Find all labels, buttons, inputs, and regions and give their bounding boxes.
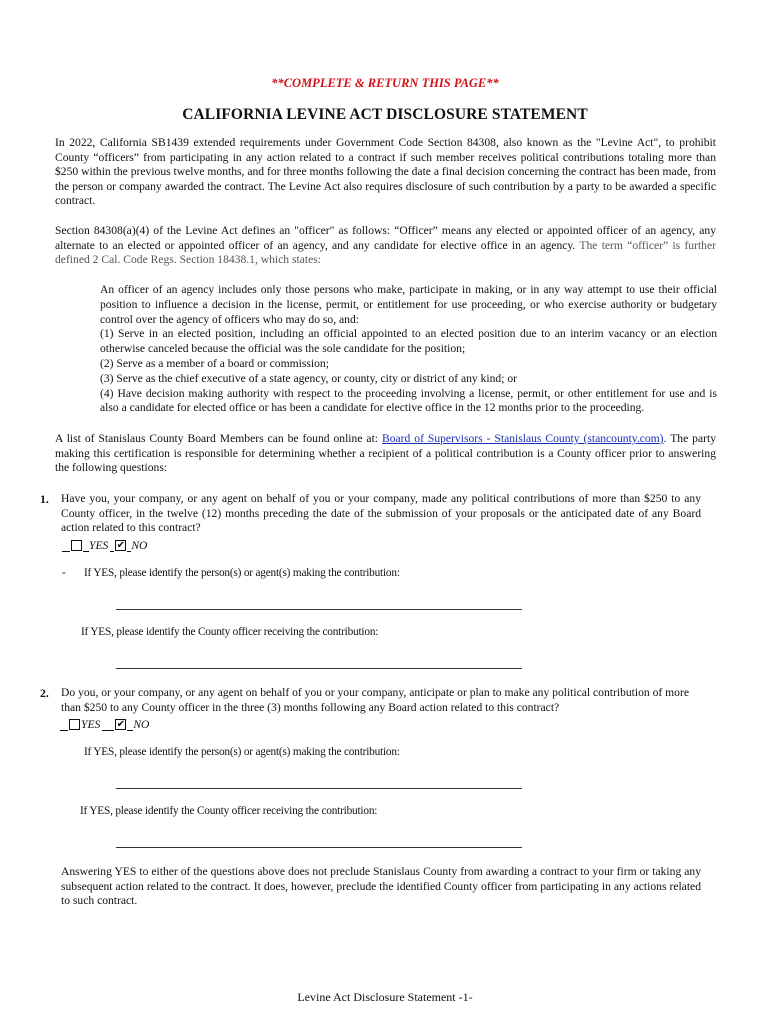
question-1-answers bbox=[62, 536, 147, 552]
question-2-no-checkbox[interactable]: ✔ bbox=[116, 719, 126, 730]
question-2-officer-prompt: If YES, please identify the County officer receiving the contribution: bbox=[80, 805, 378, 817]
officer-definition-further: The term “officer” is further defined 2 Cal. Code Regs. Section 18438.1, which states: bbox=[55, 238, 716, 267]
question-2-text: Do you, or your company, or any agent on behalf of you or your company, anticipate or plan to make any political contribution of more than $250 to any County officer in the three (3) months following any Board action related to this contract? bbox=[61, 686, 689, 714]
officer-definition-paragraph bbox=[55, 224, 716, 268]
question-1-person-line[interactable] bbox=[116, 609, 522, 610]
question-2-answers bbox=[60, 715, 149, 731]
question-2-number: 2. bbox=[40, 686, 49, 700]
question-1-no-checkbox[interactable]: ✔ bbox=[116, 540, 126, 551]
complete-return-banner: **COMPLETE & RETURN THIS PAGE** bbox=[271, 76, 499, 90]
intro-paragraph: In 2022, California SB1439 extended requirements under Government Code Section 84308, also known as the "Levine Act", to prohibit County “officers” from participating in any action related to a contract if such member receives political contributions totaling more than $250 within the previous twelve months, and for three months following the date a final decision concerning the contract has been made, from the person or company awarded the contract. The Levine Act also requires disclosure of such contribution by a party to be awarded a specific contract. bbox=[55, 136, 716, 208]
quote-item: (4) Have decision making authority with respect to the proceeding involving a license, permit, or other entitlement for use and is also a candidate for elected office or has been a candidate for elective office in the 12 months prior to the proceeding. bbox=[100, 386, 717, 415]
quote-item: (3) Serve as the chief executive of a state agency, or county, city or district of any kind; or bbox=[100, 371, 518, 385]
question-2-no-label: NO bbox=[133, 718, 150, 731]
question-2-yes-checkbox[interactable] bbox=[69, 719, 80, 730]
quote-item: (1) Serve in an elected position, including an official appointed to an elected position due to an interim vacancy or an election otherwise canceled because the official was the sole candidate for the position; bbox=[100, 327, 717, 356]
question-2-person-prompt: If YES, please identify the person(s) or agent(s) making the contribution: bbox=[84, 746, 400, 758]
board-of-supervisors-link[interactable]: Board of Supervisors - Stanislaus County (stancounty.com) bbox=[381, 432, 664, 445]
quote-lead: An officer of an agency includes only those persons who make, participate in making, or in any way attempt to use their official position to influence a decision in the license, permit, or entitlement for use proceeding, or who exercise authority or budgetary control over the agency of officers who may do so, and: bbox=[100, 283, 717, 326]
document-title: CALIFORNIA LEVINE ACT DISCLOSURE STATEMENT bbox=[182, 106, 588, 123]
question-2-person-line[interactable] bbox=[116, 788, 522, 789]
question-1-yes-checkbox[interactable] bbox=[71, 540, 82, 551]
question-1-officer-line[interactable] bbox=[116, 668, 522, 669]
question-2-officer-line[interactable] bbox=[116, 847, 522, 848]
question-1-no-label: NO bbox=[131, 539, 148, 552]
officer-definition-quote bbox=[100, 283, 717, 416]
quote-item: (2) Serve as a member of a board or commission; bbox=[100, 356, 329, 370]
question-1-yes-label: YES bbox=[89, 539, 109, 552]
question-1-number: 1. bbox=[40, 492, 49, 506]
officer-definition-text: Section 84308(a)(4) of the Levine Act defines an "officer" as follows: “Officer” means any elected or appointed officer of an agency, any alternate to an elected or appointed officer of an agency, and any candidate for elective office in an agency. bbox=[55, 224, 716, 252]
page-footer: Levine Act Disclosure Statement -1- bbox=[297, 990, 473, 1004]
question-1-person-prompt: If YES, please identify the person(s) or agent(s) making the contribution: bbox=[84, 567, 400, 579]
closing-paragraph: Answering YES to either of the questions above does not preclude Stanislaus County from awarding a contract to your firm or taking any subsequent action related to the contract. It does, however, preclude the identified County officer from participating in any actions related to such contract. bbox=[61, 865, 701, 908]
question-2-yes-label: YES bbox=[81, 718, 101, 731]
board-list-after: . The party making this certification is responsible for determining whether a recipient of a political contribution is a County officer prior to answering the following questions: bbox=[55, 432, 716, 475]
board-list-paragraph bbox=[55, 432, 716, 476]
board-list-text: A list of Stanislaus County Board Members can be found online at: bbox=[55, 432, 382, 445]
question-1-dash: - bbox=[62, 567, 66, 579]
question-1-text: Have you, your company, or any agent on behalf of you or your company, made any political contributions of more than $250 to any County officer, in the twelve (12) months preceding the date of the submission of your proposals or the anticipated date of any Board action related to this contract? bbox=[61, 492, 701, 535]
question-1-officer-prompt: If YES, please identify the County officer receiving the contribution: bbox=[81, 626, 379, 638]
